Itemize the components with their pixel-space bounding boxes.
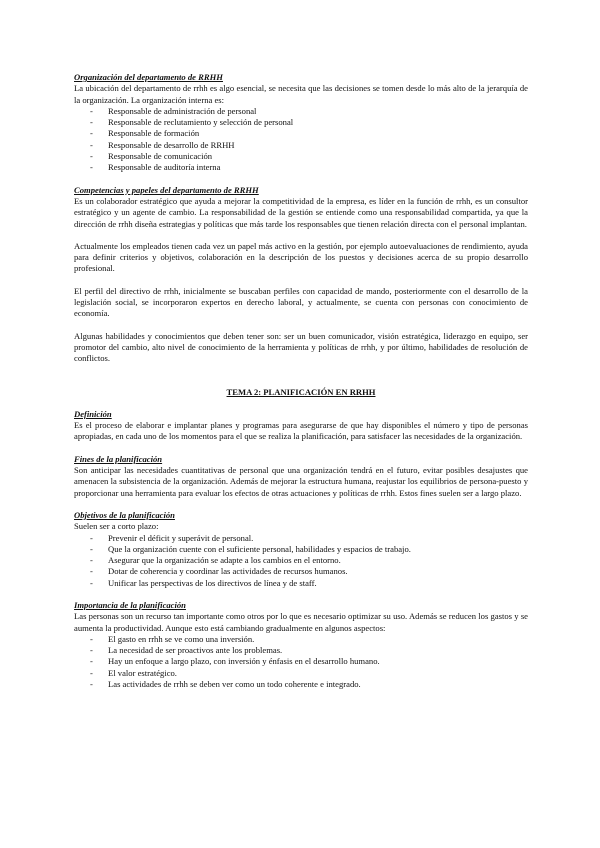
list-item: - Responsable de reclutamiento y selección de personal <box>74 117 528 128</box>
paragraph-objetivos: Suelen ser a corto plazo: <box>74 521 159 532</box>
list-item: - Hay un enfoque a largo plazo, con inversión y énfasis en el desarrollo humano. <box>74 656 528 667</box>
list-organizacion <box>74 106 528 174</box>
list-objetivos <box>74 533 528 589</box>
chapter-title: TEMA 2: PLANIFICACIÓN EN RRHH <box>226 386 376 397</box>
list-item: - Unificar las perspectivas de los directivos de línea y de staff. <box>74 578 528 589</box>
list-importancia <box>74 634 528 690</box>
section-heading-organizacion: Organización del departamento de RRHH <box>74 72 223 82</box>
paragraph-fines: Son anticipar las necesidades cuantitativas de personal que una organización tendrá en el futuro, evitar posibles desajustes que amenacen la subsistencia de la organización. Además de mejorar la estructura humana, reajustar los equilibrios de persona-puesto y proporcionar una herramienta para evaluar los efectos de otras actuaciones y políticas de rrhh. Estos fines suelen ser a largo plazo. <box>74 465 528 498</box>
list-item: - Responsable de auditoría interna <box>74 162 528 173</box>
list-item: - Responsable de administración de personal <box>74 106 528 117</box>
section-heading-definicion: Definición <box>74 408 112 419</box>
list-item: - Responsable de desarrollo de RRHH <box>74 140 528 151</box>
document-page <box>74 72 528 690</box>
list-item: - Responsable de comunicación <box>74 151 528 162</box>
section-heading-importancia: Importancia de la planificación <box>74 599 186 610</box>
paragraph-competencias-2: Actualmente los empleados tienen cada vez un papel más activo en la gestión, por ejemplo autoevaluaciones de rendimiento, ayuda para definir criterios y objetivos, colaboración en la descripción de los puestos y decisiones acerca de su propio desarrollo profesional. <box>74 240 528 274</box>
paragraph-importancia: Las personas son un recurso tan importante como otros por lo que es necesario optimizar su uso. Además se reducen los gastos y se aumenta la productividad. Aunque esto está cambiando gradualmente en algunos aspectos: <box>74 611 528 633</box>
paragraph-organizacion: La ubicación del departamento de rrhh es algo esencial, se necesita que las decisiones se tomen desde lo más alto de la jerarquía de la organización. La organización interna es: <box>74 83 528 105</box>
list-item: - Responsable de formación <box>74 128 528 139</box>
paragraph-competencias-3: El perfil del directivo de rrhh, inicialmente se buscaban perfiles con capacidad de mando, posteriormente con el desarrollo de la legislación social, se incorporaron expertos en derecho laboral, y actualmente, se cuenta con personas con conocimiento de economía. <box>74 285 528 319</box>
section-heading-competencias: Competencias y papeles del departamento de RRHH <box>74 184 259 195</box>
list-item: - El gasto en rrhh se ve como una inversión. <box>74 634 528 645</box>
section-heading-objetivos: Objetivos de la planificación <box>74 509 175 520</box>
list-item: - Asegurar que la organización se adapte a los cambios en el entorno. <box>74 555 528 566</box>
list-item: - Que la organización cuente con el suficiente personal, habilidades y espacios de trabajo. <box>74 544 528 555</box>
paragraph-competencias-1: Es un colaborador estratégico que ayuda a mejorar la competitividad de la empresa, es líder en la función de rrhh, es un consultor estratégico y un agente de cambio. La responsabilidad de la gestión se entiende como una responsabilidad compartida, ya que la dirección de rrhh diseña estrategias y políticas que más tarde los responsables que tienen relación directa con el personal implantan. <box>74 195 528 229</box>
list-item: - El valor estratégico. <box>74 668 528 679</box>
paragraph-definicion: Es el proceso de elaborar e implantar planes y programas para asegurarse de que hay disponibles el número y tipo de personas apropiadas, en cada uno de los momentos para el que se realiza la planificación, para satisfacer las necesidades de la organización. <box>74 420 528 442</box>
list-item: - Las actividades de rrhh se deben ver como un todo coherente e integrado. <box>74 679 528 690</box>
list-item: - La necesidad de ser proactivos ante los problemas. <box>74 645 528 656</box>
list-item: - Dotar de coherencia y coordinar las actividades de recursos humanos. <box>74 566 528 577</box>
list-item: - Prevenir el déficit y superávit de personal. <box>74 533 528 544</box>
paragraph-competencias-4: Algunas habilidades y conocimientos que deben tener son: ser un buen comunicador, visión estratégica, liderazgo en equipo, ser promotor del cambio, alto nivel de conocimiento de la herramienta y políticas de rrhh, y por último, habilidades de resolución de conflictos. <box>74 330 528 364</box>
section-heading-fines: Fines de la planificación <box>74 453 163 464</box>
